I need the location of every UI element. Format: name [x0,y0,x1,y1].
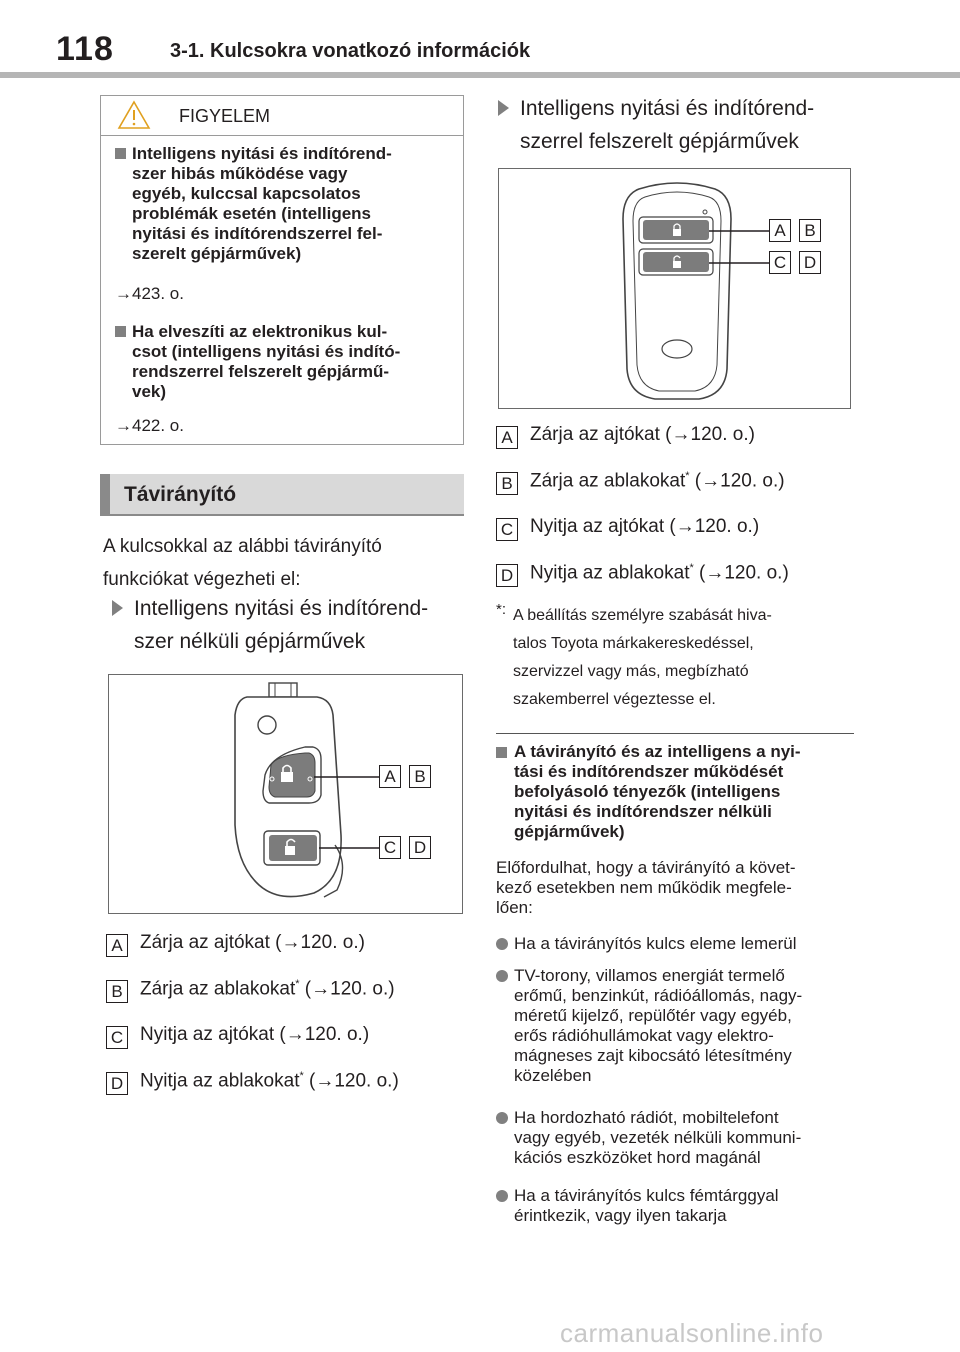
footnote-marker: *: [496,601,507,618]
text-line: Intelligens nyitási és indítórend- [520,97,815,120]
circle-bullet-icon [496,1190,508,1202]
legend-text-a: Zárja az ajtókat (→120. o.) [140,932,365,953]
legend-ref-d: (→120. o.) [303,1070,399,1092]
section-heading [100,474,464,516]
square-bullet-icon [115,148,126,159]
legend-ref-b: (→120. o.) [689,470,785,492]
list-item [496,1186,858,1226]
text-line: szer hibás működése vagy [132,164,348,183]
warning-title: FIGYELEM [179,106,271,126]
legend-label-d: D [106,1072,128,1095]
warning-header [101,96,463,136]
callout-label-a: A [769,219,791,242]
warning-item-lost-key [115,322,455,402]
intro-paragraph [103,530,382,596]
text-line: Ha elveszíti az elektronikus kul- [132,322,388,341]
warning-ref-1: →423. o. [115,284,184,303]
text-line: funkciókat végezheti el: [103,569,301,590]
text-line: mágneses zajt kibocsátó létesítmény [514,1046,792,1065]
text-line: Ha hordozható rádiót, mobiltelefont [514,1108,779,1127]
triangle-bullet-icon [112,600,123,616]
legend-text-d: Nyitja az ablakokat [530,562,690,584]
text-line: talos Toyota márkakereskedéssel, [513,635,754,652]
text-line: nyitási és indítórendszer nélküli [514,802,772,821]
text-line: rendszerrel felszerelt gépjármű- [132,362,389,381]
text-line: érintkezik, vagy ilyen takarja [514,1206,727,1225]
text-line: szerrel felszerelt gépjárművek [520,130,799,153]
legend-text-c: Nyitja az ajtókat (→120. o.) [140,1024,370,1045]
callout-label-b: B [799,219,821,242]
text-line: Intelligens nyitási és indítórend- [132,144,392,163]
text-line: A beállítás személyre szabását hiva- [513,607,772,624]
text-line: szervizzel vagy más, megbízható [513,663,749,680]
circle-bullet-icon [496,970,508,982]
circle-bullet-icon [496,938,508,950]
warning-triangle-icon [117,100,151,130]
asterisk: * [299,1070,304,1082]
header-rule [0,72,960,78]
warning-item-malfunction [115,144,455,264]
text-line: méretű kijelző, repülőtér vagy egyéb, [514,1006,792,1025]
legend-text-b: Zárja az ablakokat [530,470,686,492]
square-bullet-icon [115,326,126,337]
text-line: Előfordulhat, hogy a távirányító a követ- [496,858,796,877]
text-line: erős rádióhullámokat vagy elektro- [514,1026,774,1045]
figure-smart-key [498,168,851,409]
asterisk: * [689,562,694,574]
text-line: erőmű, benzinkút, rádióállomás, nagy- [514,986,803,1005]
legend-label-b: B [106,980,128,1003]
text-line: nyitási és indítórendszerrel fel- [132,224,383,243]
bullet-with-smart-entry [520,92,814,158]
text-line: vagy egyéb, vezeték nélküli kommuni- [514,1128,802,1147]
figure-flip-key [108,674,463,914]
text-line: vek) [132,382,167,401]
warning-ref-2: →422. o. [115,416,184,435]
smart-key-illustration [499,169,850,408]
legend-ref-b: (→120. o.) [299,978,395,1000]
legend-ref-d: (→120. o.) [693,562,789,584]
watermark: carmanualsonline.info [560,1318,824,1348]
text-line: Ha a távirányítós kulcs fémtárggyal [514,1186,779,1205]
heading-bar [100,474,110,514]
text-line: TV-torony, villamos energiát termelő [514,966,785,985]
text-line: szer nélküli gépjárművek [134,630,366,653]
text-line: szerelt gépjárművek) [132,244,302,263]
triangle-bullet-icon [498,100,509,116]
legend-text-c: Nyitja az ajtókat (→120. o.) [530,516,760,537]
text-line: Intelligens nyitási és indítórend- [134,597,429,620]
text-line: problémák esetén (intelligens [132,204,372,223]
asterisk: * [295,978,300,990]
section-heading-text: Távirányító [124,483,237,506]
asterisk: * [685,470,690,482]
callout-label-c: C [769,251,791,274]
legend-label-a: A [496,426,518,449]
text-line: szakemberrel végeztesse el. [513,691,716,708]
text-line: gépjárművek) [514,822,625,841]
text-line: lően: [496,898,533,917]
text-line: Ha a távirányítós kulcs eleme lemerül [514,934,797,953]
text-line: kező esetekben nem működik megfele- [496,878,792,897]
square-bullet-icon [496,747,507,758]
bullet-without-smart-entry [134,592,428,658]
text-line: kációs eszközöket hord magánál [514,1148,761,1167]
list-item [496,934,858,954]
list-item [496,1108,858,1168]
legend-label-c: C [496,518,518,541]
legend-label-d: D [496,564,518,587]
subsection-heading [496,742,856,842]
callout-label-d: D [799,251,821,274]
page-header [0,0,960,80]
page-number: 118 [56,30,114,68]
subsection-paragraph [496,858,856,918]
list-item [496,966,858,1086]
circle-bullet-icon [496,1112,508,1124]
text-line: befolyásoló tényezők (intelligens [514,782,781,801]
text-line: közelében [514,1066,592,1085]
legend-label-b: B [496,472,518,495]
flip-key-illustration [109,675,462,913]
legend-label-c: C [106,1026,128,1049]
callout-label-b: B [409,765,431,788]
divider [496,733,854,734]
text-line: tási és indítórendszer működését [514,762,784,781]
text-line: A kulcsokkal az alábbi távirányító [103,536,382,557]
callout-label-a: A [379,765,401,788]
text-line: egyéb, kulccsal kapcsolatos [132,184,361,203]
callout-label-d: D [409,836,431,859]
section-title: 3-1. Kulcsokra vonatkozó információk [170,40,531,62]
legend-text-a: Zárja az ajtókat (→120. o.) [530,424,755,445]
legend-text-b: Zárja az ablakokat [140,978,296,1000]
text-line: csot (intelligens nyitási és indító- [132,342,401,361]
footnote [496,602,856,714]
legend-label-a: A [106,934,128,957]
warning-box [100,95,464,445]
callout-label-c: C [379,836,401,859]
text-line: A távirányító és az intelligens a nyi- [514,742,801,761]
legend-text-d: Nyitja az ablakokat [140,1070,300,1092]
